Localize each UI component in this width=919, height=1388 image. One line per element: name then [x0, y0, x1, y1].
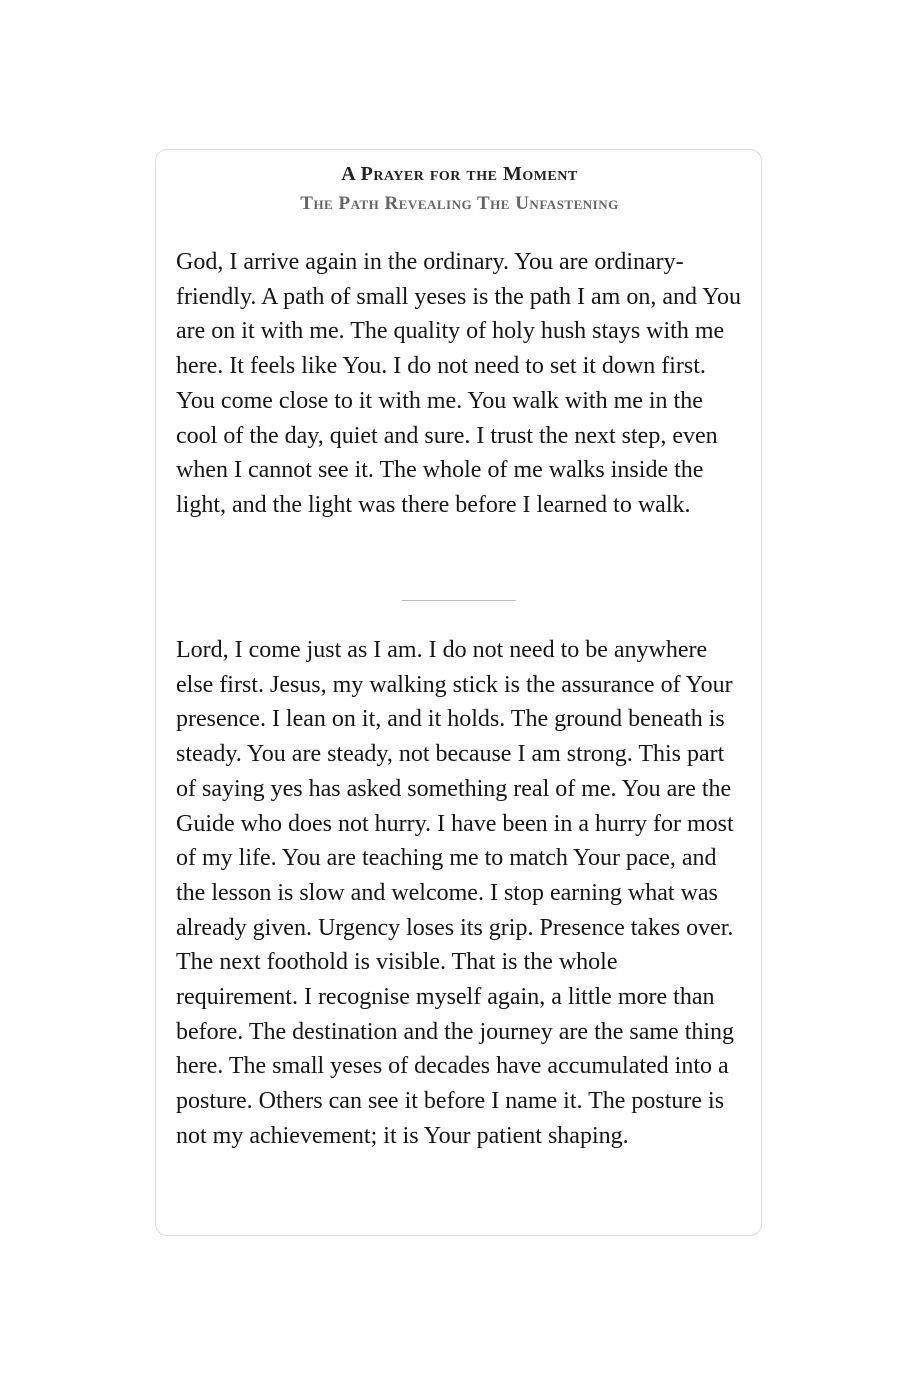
prayer-subtitle: The Path Revealing The Unfastening: [300, 193, 619, 214]
prayer-paragraph-2: Lord, I come just as I am. I do not need to be anywhere else first. Jesus, my walking stick is the assurance of Your presence. I lean on it, and it holds. The ground beneath is steady. You are steady, not because I am strong. This part of saying yes has asked something real of me. You are the Guide who does not hurry. I have been in a hurry for most of my life. You are teaching me to match Your pace, and the lesson is slow and welcome. I stop earning what was already given. Urgency loses its grip. Presence takes over. The next foothold is visible. That is the whole requirement. I recognise myself again, a little more than before. The destination and the journey are the same thing here. The small yeses of decades have accumulated into a posture. Others can see it before I name it. The posture is not my achievement; it is Your patient shaping.: [176, 637, 735, 1149]
prayer-paragraph-1: God, I arrive again in the ordinary. You are ordinary-friendly. A path of small yeses is the path I am on, and You are on it with me. The quality of holy hush stays with me here. It feels like You. I do not need to set it down first. You come close to it with me. You walk with me in the cool of the day, quiet and sure. I trust the next step, even when I cannot see it. The whole of me walks inside the light, and the light was there before I learned to walk.: [176, 249, 742, 518]
section-divider: [402, 600, 516, 601]
prayer-title: A Prayer for the Moment: [341, 163, 578, 185]
